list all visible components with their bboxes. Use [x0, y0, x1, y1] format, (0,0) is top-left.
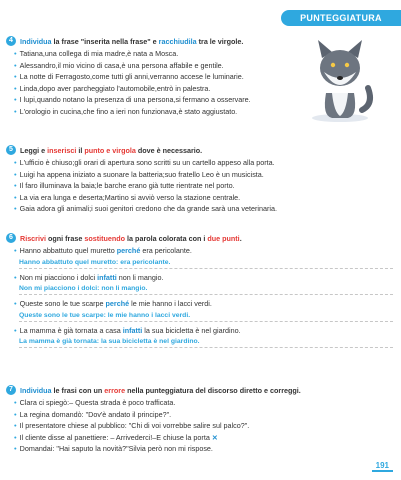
- sentence-item: • Luigi ha appena iniziato a suonare la batteria;suo fratello Leo è un musicista.: [14, 169, 264, 179]
- rewrite-item: • Queste sono le tue scarpe perché le mie hanno i lacci verdi.: [14, 299, 212, 308]
- sentence-item: • La via era lunga e deserta;Martino si avviò verso la stazione centrale.: [14, 192, 241, 202]
- answer-line: Hanno abbattuto quel muretto: era pericolante.: [19, 258, 393, 269]
- page-number: 191: [372, 461, 393, 472]
- sentence-item: • Il presentatore chiese al pubblico: "Chi di voi vorrebbe salire sul palco?".: [14, 421, 250, 430]
- correction-mark: ✕: [211, 432, 218, 442]
- sentence-item: • I lupi,quando notano la presenza di una persona,si fermano a osservare.: [14, 95, 251, 104]
- sentence-item: • Domandai: "Hai saputo la novità?"Silvia però non mi rispose.: [14, 444, 213, 453]
- exercise-instruction: Leggi e inserisci il punto e virgola dove è necessario.: [20, 145, 203, 155]
- sentence-item: • Alessandro,il mio vicino di casa,è una persona affabile e gentile.: [14, 60, 224, 70]
- exercise-5: [6, 145, 393, 216]
- sentence-item: • Tatiana,una collega di mia madre,è nata a Mosca.: [14, 49, 179, 58]
- sentence-item: • L'ufficio è chiuso;gli orari di apertura sono scritti su un cartello appeso alla porta.: [14, 158, 275, 167]
- answer-line: La mamma è già tornata: la sua bicicletta è nel giardino.: [19, 337, 393, 348]
- rewrite-item: • Non mi piacciono i dolci infatti non li mangio.: [14, 272, 164, 282]
- sentence-item: • Clara ci spiegò:– Questa strada è poco trafficata.: [14, 398, 176, 407]
- section-header: PUNTEGGIATURA: [281, 10, 401, 26]
- exercise-number: 4: [6, 36, 16, 46]
- exercise-number: 5: [6, 145, 16, 155]
- exercise-number: 7: [6, 385, 16, 395]
- exercise-6: [6, 233, 393, 352]
- sentence-item: • Gaia adora gli animali;i suoi genitori credono che da grande sarà una veterinaria.: [14, 204, 277, 213]
- exercise-number: 6: [6, 233, 16, 243]
- sentence-item: • Linda,dopo aver parcheggiato l'automobile,entrò in palestra.: [14, 83, 211, 93]
- rewrite-item: • La mamma è già tornata a casa infatti la sua bicicletta è nel giardino.: [14, 325, 241, 335]
- sentence-item: • La regina domandò: "Dov'è andato il principe?".: [14, 409, 172, 419]
- answer-line: Queste sono le tue scarpe: le mie hanno i lacci verdi.: [19, 311, 393, 322]
- answer-line: Non mi piacciono i dolci: non li mangio.: [19, 284, 393, 295]
- rewrite-item: • Hanno abbattuto quel muretto perché era pericolante.: [14, 246, 192, 255]
- sentence-item: • La notte di Ferragosto,come tutti gli anni,verranno accese le luminarie.: [14, 72, 244, 81]
- sentence-item: • Il faro illuminava la baia;le barche erano già tutte rientrate nel porto.: [14, 181, 235, 190]
- exercise-instruction: Individua le frasi con un errore nella punteggiatura del discorso diretto e correggi.: [20, 385, 301, 395]
- exercise-7: [6, 385, 393, 456]
- exercise-4: [6, 36, 393, 118]
- sentence-item: • Il cliente disse al panettiere: – Arrivederci!–E chiuse la porta ✕: [14, 432, 218, 442]
- sentence-item: • L'orologio in cucina,che fino a ieri non funzionava,è stato aggiustato.: [14, 106, 238, 116]
- exercise-instruction: Riscrivi ogni frase sostituendo la parola colorata con i due punti.: [20, 233, 242, 243]
- exercise-instruction: Individua la frase "inserita nella frase" e racchiudila tra le virgole.: [20, 36, 244, 46]
